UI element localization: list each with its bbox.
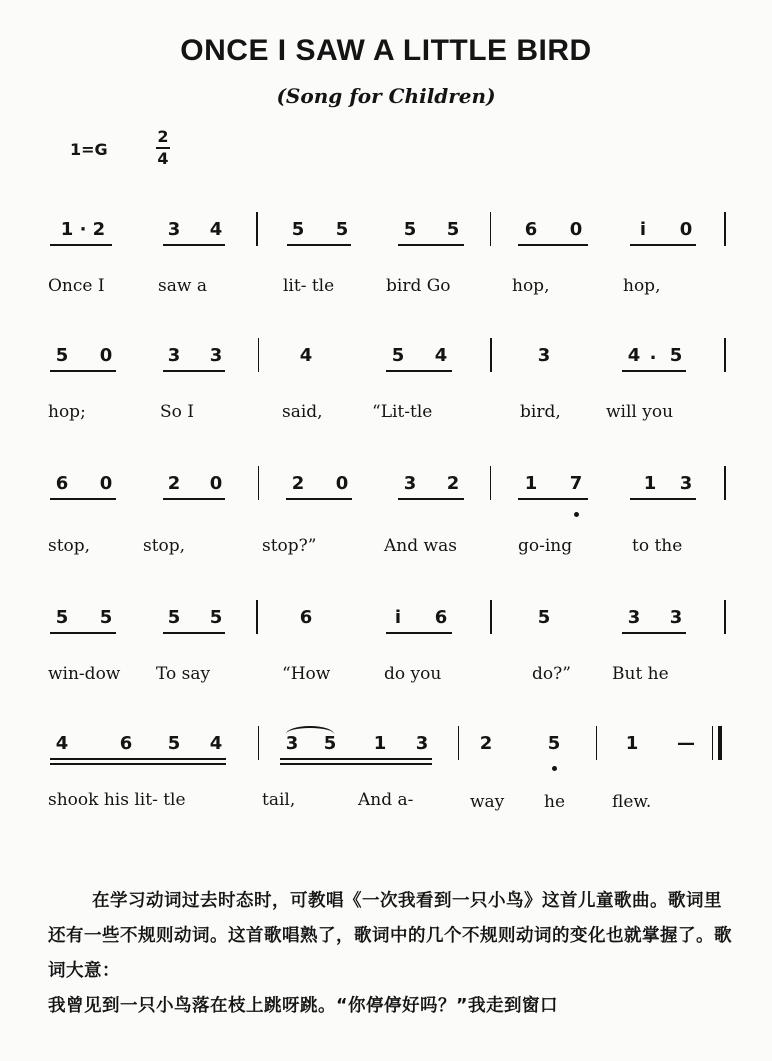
note: 6 xyxy=(524,219,538,240)
note: 7 xyxy=(569,473,583,494)
beam xyxy=(630,244,696,246)
note: 4 xyxy=(55,733,69,754)
lyric: And a- xyxy=(358,790,414,810)
note: 6 xyxy=(299,607,313,628)
paragraph-1: 在学习动词过去时态时，可教唱《一次我看到一只小鸟》这首儿童歌曲。歌词里还有一些不规则动词。这首歌唱熟了，歌词中的几个不规则动词的变化也就掌握了。歌词大意： xyxy=(48,891,732,981)
barline xyxy=(724,600,726,634)
barline xyxy=(596,726,597,760)
note: 4 xyxy=(209,733,223,754)
score-line-2 xyxy=(0,343,772,456)
lyric: do?” xyxy=(532,664,571,684)
barline xyxy=(458,726,459,760)
note: . xyxy=(649,343,657,364)
beam xyxy=(386,632,452,634)
explanation-text xyxy=(48,884,738,1024)
note: 3 xyxy=(403,473,417,494)
beam xyxy=(50,763,226,765)
note: 4 xyxy=(434,345,448,366)
note: 5 xyxy=(291,219,305,240)
note: i xyxy=(639,219,647,240)
time-signature xyxy=(154,128,172,168)
barline xyxy=(256,212,258,246)
note: 3 xyxy=(167,219,181,240)
score-line-1 xyxy=(0,220,772,330)
lyric: hop, xyxy=(512,276,550,296)
note: 2 xyxy=(167,473,181,494)
paragraph-2: 我曾见到一只小鸟落在枝上跳呀跳。“你停停好吗？”我走到窗口 xyxy=(48,996,559,1016)
song-title: ONCE I SAW A LITTLE BIRD xyxy=(180,34,592,67)
note: 3 xyxy=(285,733,299,754)
note: 1 xyxy=(643,473,657,494)
barline xyxy=(258,466,259,500)
barline xyxy=(490,600,492,634)
lyric: bird Go xyxy=(386,276,451,296)
barline xyxy=(256,600,258,634)
note: 5 xyxy=(55,607,69,628)
barline xyxy=(712,726,713,760)
key-signature: 1=G xyxy=(70,140,108,159)
beam xyxy=(50,758,226,760)
note: 0 xyxy=(99,473,113,494)
note: 0 xyxy=(679,219,693,240)
barline xyxy=(490,466,491,500)
beam xyxy=(50,498,116,500)
beam xyxy=(163,498,225,500)
note: 5 xyxy=(446,219,460,240)
beam xyxy=(50,632,116,634)
lyric: hop; xyxy=(48,402,86,422)
lyric: To say xyxy=(156,664,211,684)
note: 4 xyxy=(209,219,223,240)
note: 5 xyxy=(323,733,337,754)
beam xyxy=(518,244,588,246)
beam xyxy=(286,498,352,500)
note: 6 xyxy=(434,607,448,628)
note: 4 xyxy=(627,345,641,366)
note: 3 xyxy=(679,473,693,494)
lyric: stop, xyxy=(48,536,91,556)
beam xyxy=(398,244,464,246)
lyric: said, xyxy=(282,402,323,422)
note: 1 xyxy=(625,733,639,754)
lyric: stop, xyxy=(143,536,186,556)
lower-octave-dot xyxy=(552,766,557,771)
lyric: flew. xyxy=(612,792,652,812)
note: 0 xyxy=(99,345,113,366)
song-subtitle: (Song for Children) xyxy=(276,84,496,108)
beam xyxy=(50,244,112,246)
score-line-3 xyxy=(0,474,772,584)
lyric: “How xyxy=(282,664,331,684)
lyric: to the xyxy=(632,536,683,556)
lyric: lit- tle xyxy=(283,276,335,296)
lyric: saw a xyxy=(158,276,207,296)
note: 2 xyxy=(479,733,493,754)
note: 5 xyxy=(167,733,181,754)
barline xyxy=(258,726,259,760)
barline xyxy=(724,466,726,500)
note: 1 xyxy=(373,733,387,754)
beam xyxy=(50,370,116,372)
note: 5 xyxy=(669,345,683,366)
note: 4 xyxy=(299,345,313,366)
note: 5 xyxy=(547,733,561,754)
lyric: “Lit-tle xyxy=(372,402,433,422)
note: 0 xyxy=(209,473,223,494)
lyric: go-ing xyxy=(518,536,573,556)
lyric: win-dow xyxy=(48,664,121,684)
beam xyxy=(280,758,432,760)
lyric: But he xyxy=(612,664,669,684)
final-barline xyxy=(718,726,722,760)
note: 1 xyxy=(524,473,538,494)
beam xyxy=(518,498,588,500)
beam xyxy=(163,632,225,634)
note: 2 xyxy=(291,473,305,494)
lyric: tail, xyxy=(262,790,296,810)
score-line-4 xyxy=(0,608,772,718)
barline xyxy=(724,338,726,372)
note: 5 xyxy=(391,345,405,366)
note: 3 xyxy=(209,345,223,366)
beam xyxy=(163,244,225,246)
lyric: hop, xyxy=(623,276,661,296)
note: 6 xyxy=(119,733,133,754)
note: 5 xyxy=(55,345,69,366)
note: 5 xyxy=(403,219,417,240)
note: 0 xyxy=(335,473,349,494)
note: 3 xyxy=(669,607,683,628)
note: 6 xyxy=(55,473,69,494)
note: 1 · 2 xyxy=(60,219,106,240)
score-line-5 xyxy=(0,734,772,844)
note: 3 xyxy=(415,733,429,754)
note: 2 xyxy=(446,473,460,494)
note: 5 xyxy=(167,607,181,628)
lyric: will you xyxy=(606,402,674,422)
note: 5 xyxy=(335,219,349,240)
barline xyxy=(258,338,259,372)
lyric: stop?” xyxy=(262,536,317,556)
beam xyxy=(163,370,225,372)
note: 3 xyxy=(627,607,641,628)
beam xyxy=(287,244,351,246)
lyric: do you xyxy=(384,664,442,684)
note: i xyxy=(394,607,402,628)
lyric: way xyxy=(470,792,505,812)
beam xyxy=(280,763,432,765)
lyric: he xyxy=(544,792,566,812)
beam xyxy=(622,370,686,372)
lyric: bird, xyxy=(520,402,561,422)
lyric: Once I xyxy=(48,276,105,296)
note: 5 xyxy=(99,607,113,628)
lower-octave-dot xyxy=(574,512,579,517)
note: 5 xyxy=(209,607,223,628)
beam xyxy=(398,498,464,500)
time-signature-bottom: 4 xyxy=(157,149,169,168)
note: 3 xyxy=(537,345,551,366)
beam xyxy=(386,370,452,372)
lyric: So I xyxy=(160,402,194,422)
barline xyxy=(490,338,492,372)
note: 3 xyxy=(167,345,181,366)
note: 5 xyxy=(537,607,551,628)
note: — xyxy=(677,733,695,754)
note: 0 xyxy=(569,219,583,240)
barline xyxy=(724,212,726,246)
lyric: shook his lit- tle xyxy=(48,790,186,810)
time-signature-top: 2 xyxy=(157,127,169,146)
lyric: And was xyxy=(384,536,457,556)
barline xyxy=(490,212,491,246)
beam xyxy=(622,632,686,634)
beam xyxy=(630,498,696,500)
